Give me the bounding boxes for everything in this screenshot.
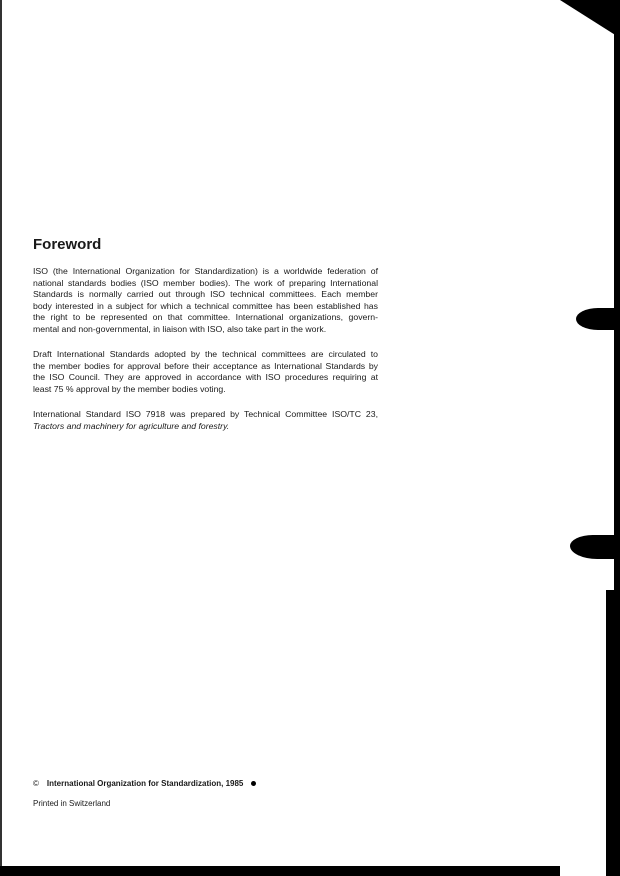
scan-punch-hole-artifact bbox=[570, 535, 620, 559]
text-line: the ISO Council. They are approved in accordance with ISO procedures requiring at bbox=[33, 372, 378, 382]
text-line: Standards is normally carried out through ISO technical committees. Each member bbox=[33, 289, 378, 299]
copyright-notice bbox=[33, 779, 256, 788]
page-title: Foreword bbox=[33, 236, 102, 253]
copyright-text: International Organization for Standardization, 1985 bbox=[46, 779, 244, 788]
scan-right-edge bbox=[614, 30, 620, 876]
copyright-symbol: © bbox=[33, 779, 39, 788]
text-line: ISO (the International Organization for Standardization) is a worldwide federation of bbox=[33, 266, 378, 276]
text-line: the right to be represented on that committee. International organizations, govern- bbox=[33, 312, 378, 322]
scan-corner-artifact bbox=[560, 0, 620, 38]
text-line: International Standard ISO 7918 was prepared by Technical Committee ISO/TC 23, bbox=[33, 409, 378, 419]
scan-bottom-edge bbox=[0, 866, 560, 876]
text-line: Draft International Standards adopted by the technical committees are circulated to bbox=[33, 349, 378, 359]
text-line: body interested in a subject for which a technical committee has been established has bbox=[33, 300, 378, 311]
text-line: national standards bodies (ISO member bodies). The work of preparing International bbox=[33, 277, 378, 288]
bullet-icon bbox=[251, 781, 256, 786]
text-line: mental and non-governmental, in liaison with ISO, also take part in the work. bbox=[33, 323, 327, 334]
paragraph bbox=[33, 266, 378, 335]
printed-in: Printed in Switzerland bbox=[33, 799, 111, 808]
text-line: the member bodies for approval before their acceptance as International Standards by bbox=[33, 360, 378, 371]
scan-left-edge bbox=[0, 0, 2, 876]
scan-right-edge-lower bbox=[606, 590, 614, 876]
foreword-section bbox=[33, 236, 378, 446]
committee-title: Tractors and machinery for agriculture and forestry. bbox=[33, 420, 230, 431]
scan-punch-hole-artifact bbox=[576, 308, 620, 330]
text-line: least 75 % approval by the member bodies voting. bbox=[33, 383, 226, 394]
paragraph bbox=[33, 409, 378, 432]
paragraph bbox=[33, 349, 378, 395]
